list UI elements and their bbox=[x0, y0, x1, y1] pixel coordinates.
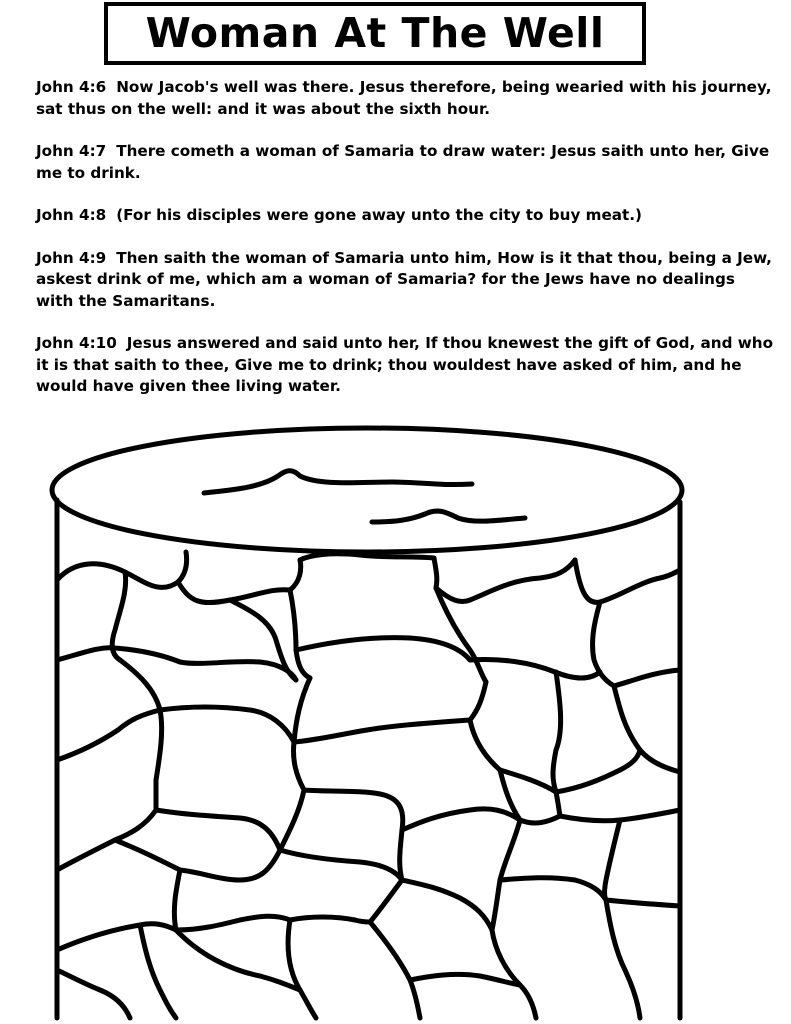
stone-outline bbox=[280, 850, 402, 880]
stone-outline bbox=[470, 660, 600, 679]
stone-outline bbox=[293, 678, 310, 790]
verse-reference: John 4:8 bbox=[36, 206, 107, 224]
verse-paragraph bbox=[36, 77, 776, 120]
well-illustration bbox=[0, 410, 791, 1024]
stone-outline bbox=[575, 560, 680, 602]
stone-outline bbox=[156, 780, 280, 850]
stone-outline bbox=[605, 820, 621, 900]
stone-outline bbox=[500, 878, 606, 900]
stone-outline bbox=[614, 670, 680, 686]
stone-outline bbox=[120, 660, 162, 780]
verse-reference: John 4:10 bbox=[36, 334, 117, 352]
water-ripple bbox=[372, 511, 525, 522]
verse-paragraph bbox=[36, 141, 776, 184]
stone-outline bbox=[280, 790, 304, 850]
stone-outline bbox=[160, 707, 294, 742]
stone-outline bbox=[296, 638, 470, 660]
stone-outline bbox=[556, 792, 680, 821]
verse-reference: John 4:7 bbox=[36, 142, 107, 160]
stone-outline bbox=[492, 820, 520, 930]
verse-list bbox=[36, 77, 776, 419]
verse-text: Now Jacob's well was there. Jesus therefore, being wearied with his journey, sat thus on the well: and it was about the sixth hour. bbox=[36, 78, 772, 118]
stone-outline bbox=[57, 552, 187, 587]
title-box bbox=[104, 2, 646, 65]
well-rim bbox=[52, 428, 682, 552]
stone-outline bbox=[57, 970, 130, 1018]
stone-outline bbox=[140, 925, 176, 1018]
verse-reference: John 4:6 bbox=[36, 78, 107, 96]
stone-outline bbox=[290, 917, 370, 922]
water-ripple bbox=[204, 471, 472, 493]
stone-outline bbox=[553, 672, 561, 792]
stone-outline bbox=[402, 809, 520, 830]
stone-outline bbox=[304, 790, 403, 830]
stone-outline bbox=[300, 554, 437, 588]
verse-text: (For his disciples were gone away unto the city to buy meat.) bbox=[116, 206, 642, 224]
stone-outline bbox=[115, 840, 180, 930]
stone-outline bbox=[288, 920, 316, 1018]
verse-paragraph bbox=[36, 205, 776, 227]
stone-outline bbox=[614, 686, 680, 772]
page-title: Woman At The Well bbox=[145, 9, 605, 57]
stone-outline bbox=[294, 720, 470, 742]
stone-outline bbox=[500, 770, 556, 792]
verse-paragraph bbox=[36, 248, 776, 313]
stone-outline bbox=[57, 810, 156, 870]
stone-outline bbox=[180, 662, 296, 680]
stone-outline bbox=[606, 900, 640, 1018]
stone-outline bbox=[176, 930, 300, 990]
verse-text: There cometh a woman of Samaria to draw water: Jesus saith unto her, Give me to drink. bbox=[36, 142, 770, 182]
verse-paragraph bbox=[36, 333, 776, 398]
stone-outline bbox=[176, 916, 290, 930]
verse-text: Jesus answered and said unto her, If thou knewest the gift of God, and who it is that saith to thee, Give me to drink; thou wouldest have asked of him, and he would have given thee living water. bbox=[36, 334, 774, 395]
stone-outline bbox=[57, 924, 176, 950]
stone-outline bbox=[57, 710, 160, 760]
stone-outline bbox=[410, 974, 520, 985]
verse-reference: John 4:9 bbox=[36, 248, 107, 267]
stone-outline bbox=[492, 930, 536, 1018]
stone-outline bbox=[606, 900, 680, 906]
stone-outline bbox=[370, 922, 420, 1018]
stone-outline bbox=[180, 850, 280, 880]
verse-text: Then saith the woman of Samaria unto him, How is it that thou, being a Jew, askest drink of me, which am a woman of Samaria? for the Jews have no dealings with the Samaritans. bbox=[36, 248, 772, 310]
stone-outline bbox=[402, 880, 492, 930]
stone-outline bbox=[436, 560, 575, 602]
stone-outline bbox=[470, 682, 500, 770]
stone-outline bbox=[178, 560, 301, 603]
stone-outline bbox=[290, 590, 310, 678]
stone-outline bbox=[556, 750, 640, 792]
